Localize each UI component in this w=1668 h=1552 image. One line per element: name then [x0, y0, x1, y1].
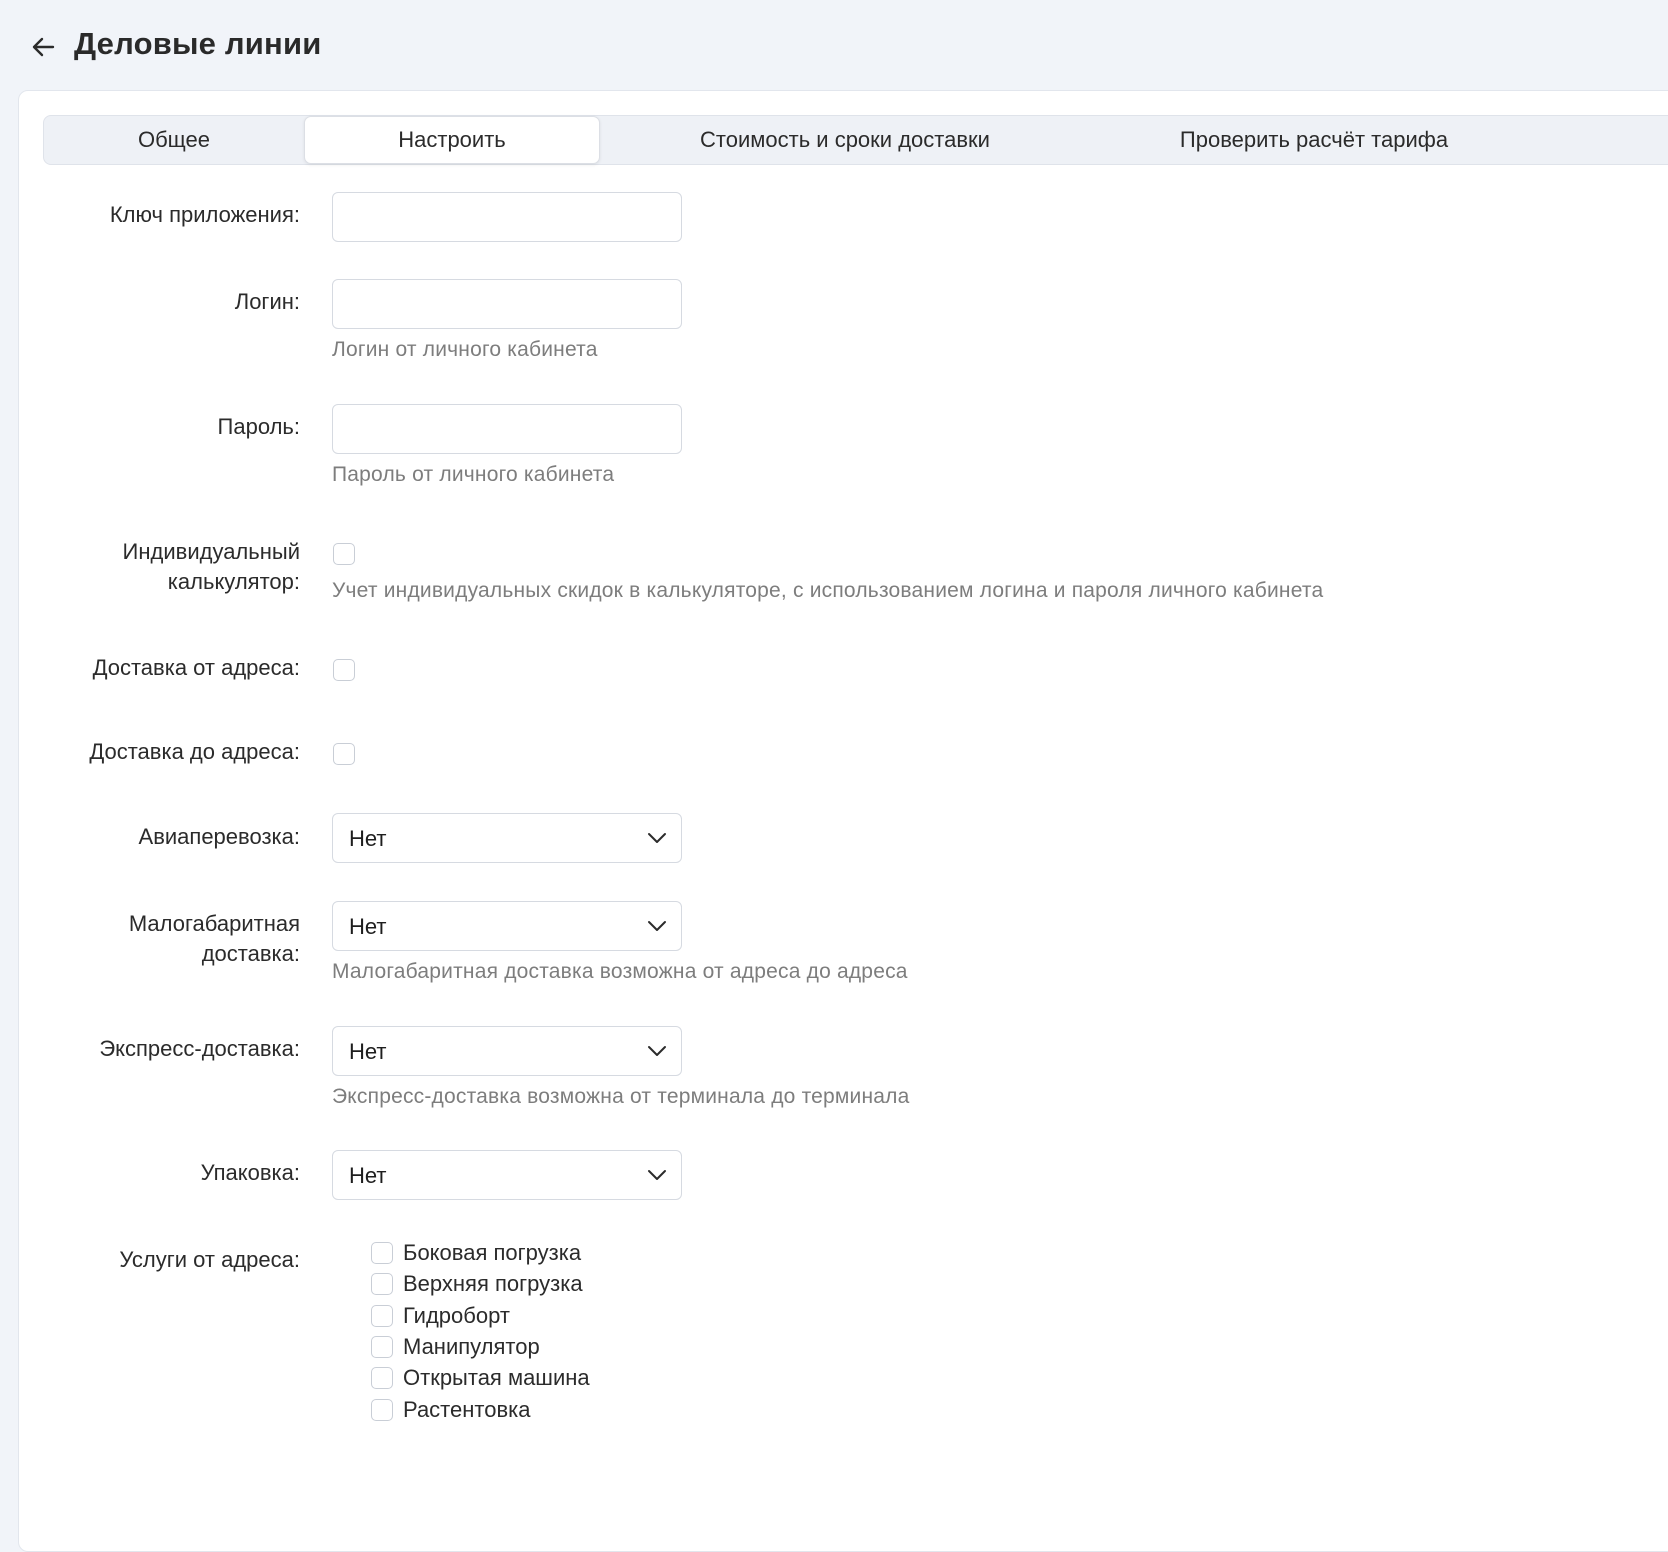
service-hydraulic-lift[interactable]: [371, 1300, 510, 1332]
individual-calc-label-line2: калькулятор:: [167, 569, 300, 594]
service-label: Растентовка: [403, 1397, 531, 1422]
packaging-value: Нет: [349, 1163, 387, 1188]
packaging-select[interactable]: [332, 1150, 682, 1200]
chevron-down-icon: [647, 1168, 667, 1182]
service-top-loading[interactable]: [371, 1268, 583, 1300]
app-key-input[interactable]: [332, 192, 682, 242]
air-transport-label: Авиаперевозка:: [138, 824, 300, 849]
service-manipulator-checkbox[interactable]: [371, 1336, 393, 1358]
service-label: Открытая машина: [403, 1365, 590, 1390]
service-open-vehicle-checkbox[interactable]: [371, 1367, 393, 1389]
service-open-vehicle[interactable]: [371, 1362, 590, 1394]
chevron-down-icon: [647, 919, 667, 933]
chevron-down-icon: [647, 1044, 667, 1058]
service-manipulator[interactable]: [371, 1331, 540, 1363]
individual-calc-label-line1: Индивидуальный: [122, 539, 300, 564]
settings-card: [18, 90, 1668, 1552]
delivery-to-address-label: Доставка до адреса:: [89, 739, 300, 764]
air-transport-select[interactable]: [332, 813, 682, 863]
tab-cost-and-terms[interactable]: Стоимость и сроки доставки: [700, 127, 990, 152]
small-delivery-select[interactable]: [332, 901, 682, 951]
service-untarping[interactable]: [371, 1394, 531, 1426]
page-title: Деловые линии: [74, 26, 322, 61]
individual-calc-hint: Учет индивидуальных скидок в калькуляторе, с использованием логина и пароля личного кабинета: [332, 579, 1324, 602]
small-delivery-hint: Малогабаритная доставка возможна от адреса до адреса: [332, 960, 908, 983]
air-transport-value: Нет: [349, 826, 387, 851]
chevron-down-icon: [647, 831, 667, 845]
delivery-to-address-checkbox[interactable]: [333, 743, 355, 765]
service-hydraulic-lift-checkbox[interactable]: [371, 1305, 393, 1327]
individual-calc-checkbox[interactable]: [333, 543, 355, 565]
express-delivery-label: Экспресс-доставка:: [99, 1036, 300, 1061]
tab-general[interactable]: Общее: [137, 127, 211, 152]
express-delivery-select[interactable]: [332, 1026, 682, 1076]
tab-bar: [43, 115, 1668, 165]
small-delivery-label-line2: доставка:: [201, 941, 300, 966]
tab-configure[interactable]: Настроить: [304, 116, 600, 164]
service-side-loading-checkbox[interactable]: [371, 1242, 393, 1264]
delivery-from-address-label: Доставка от адреса:: [92, 655, 300, 680]
login-hint: Логин от личного кабинета: [332, 338, 598, 361]
login-label: Логин:: [234, 289, 300, 314]
back-button[interactable]: [26, 30, 60, 64]
services-from-address-label: Услуги от адреса:: [119, 1247, 300, 1272]
express-delivery-hint: Экспресс-доставка возможна от терминала до терминала: [332, 1085, 910, 1108]
service-label: Манипулятор: [403, 1334, 540, 1359]
small-delivery-label-line1: Малогабаритная: [128, 911, 300, 936]
service-label: Верхняя погрузка: [403, 1271, 583, 1296]
page-header: [0, 0, 1668, 90]
service-label: Боковая погрузка: [403, 1240, 582, 1265]
service-label: Гидроборт: [403, 1303, 510, 1328]
password-hint: Пароль от личного кабинета: [332, 463, 615, 486]
service-untarping-checkbox[interactable]: [371, 1399, 393, 1421]
password-label: Пароль:: [217, 414, 300, 439]
tab-check-tariff[interactable]: Проверить расчёт тарифа: [1179, 127, 1449, 152]
arrow-left-icon: [30, 34, 56, 60]
express-delivery-value: Нет: [349, 1039, 387, 1064]
small-delivery-value: Нет: [349, 914, 387, 939]
service-side-loading[interactable]: [371, 1237, 581, 1269]
password-input[interactable]: [332, 404, 682, 454]
delivery-from-address-checkbox[interactable]: [333, 659, 355, 681]
packaging-label: Упаковка:: [200, 1160, 300, 1185]
login-input[interactable]: [332, 279, 682, 329]
app-key-label: Ключ приложения:: [109, 202, 300, 227]
service-top-loading-checkbox[interactable]: [371, 1273, 393, 1295]
